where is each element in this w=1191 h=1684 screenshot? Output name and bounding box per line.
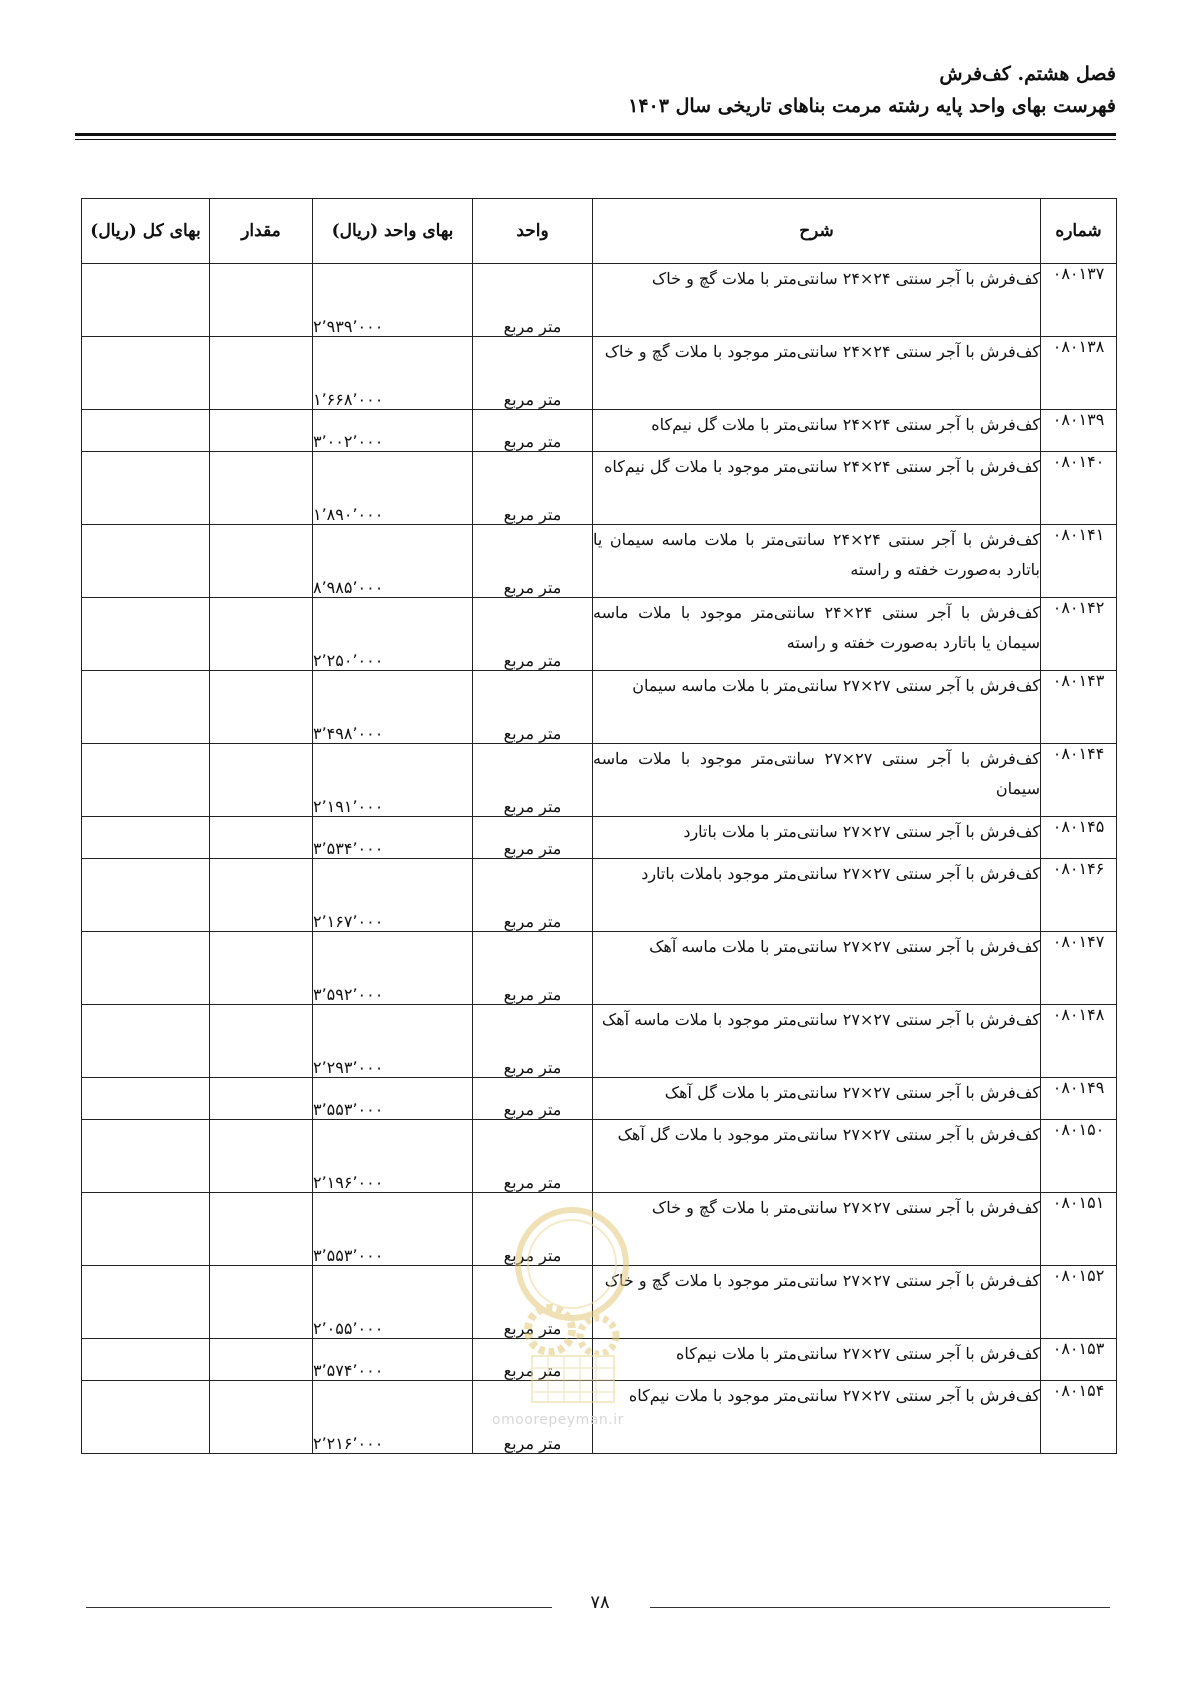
item-unit: متر مربع — [473, 817, 593, 859]
column-header-code: شماره — [1041, 199, 1117, 264]
item-unit: متر مربع — [473, 1193, 593, 1266]
table-row — [82, 452, 1117, 525]
table-header-row — [82, 199, 1117, 264]
item-code: ۰۸۰۱۴۷ — [1041, 932, 1117, 1005]
table-row — [82, 859, 1117, 932]
item-unit-price: ۳٬۵۳۴٬۰۰۰ — [313, 817, 473, 859]
table-row — [82, 410, 1117, 452]
item-unit-price: ۲٬۰۵۵٬۰۰۰ — [313, 1266, 473, 1339]
column-header-quantity: مقدار — [210, 199, 313, 264]
item-description: کف‌فرش با آجر سنتی ۲۴×۲۴ سانتی‌متر موجود با ملات ماسه سیمان یا باتارد به‌صورت خفته و راسته — [593, 598, 1041, 671]
item-unit-price: ۲٬۱۹۱٬۰۰۰ — [313, 744, 473, 817]
item-total-price — [82, 452, 210, 525]
item-total-price — [82, 264, 210, 337]
item-description: کف‌فرش با آجر سنتی ۲۷×۲۷ سانتی‌متر موجود باملات باتارد — [593, 859, 1041, 932]
item-description: کف‌فرش با آجر سنتی ۲۴×۲۴ سانتی‌متر با ملات گل نیم‌کاه — [593, 410, 1041, 452]
item-unit-price: ۳٬۰۰۲٬۰۰۰ — [313, 410, 473, 452]
table-row — [82, 1005, 1117, 1078]
item-quantity — [210, 337, 313, 410]
watermark-url: omoorepeyman.ir — [492, 1412, 624, 1428]
item-code: ۰۸۰۱۴۹ — [1041, 1078, 1117, 1120]
item-description: کف‌فرش با آجر سنتی ۲۴×۲۴ سانتی‌متر موجود با ملات گل نیم‌کاه — [593, 452, 1041, 525]
item-code: ۰۸۰۱۴۲ — [1041, 598, 1117, 671]
item-quantity — [210, 859, 313, 932]
item-unit-price: ۳٬۵۹۲٬۰۰۰ — [313, 932, 473, 1005]
item-quantity — [210, 598, 313, 671]
item-unit-price: ۱٬۸۹۰٬۰۰۰ — [313, 452, 473, 525]
item-description: کف‌فرش با آجر سنتی ۲۷×۲۷ سانتی‌متر موجود با ملات گل آهک — [593, 1120, 1041, 1193]
item-total-price — [82, 1005, 210, 1078]
item-unit: متر مربع — [473, 1339, 593, 1381]
item-total-price — [82, 1120, 210, 1193]
table-row — [82, 1339, 1117, 1381]
item-code: ۰۸۰۱۵۳ — [1041, 1339, 1117, 1381]
page-number: ۷۸ — [590, 1592, 610, 1613]
document-subtitle: فهرست بهای واحد پایه رشته مرمت بناهای تاریخی سال ۱۴۰۳ — [628, 95, 1116, 117]
item-code: ۰۸۰۱۴۵ — [1041, 817, 1117, 859]
item-total-price — [82, 1381, 210, 1454]
item-quantity — [210, 1266, 313, 1339]
item-unit-price: ۲٬۹۳۹٬۰۰۰ — [313, 264, 473, 337]
item-code: ۰۸۰۱۴۸ — [1041, 1005, 1117, 1078]
item-unit: متر مربع — [473, 264, 593, 337]
item-description: کف‌فرش با آجر سنتی ۲۷×۲۷ سانتی‌متر با ملات ماسه سیمان — [593, 671, 1041, 744]
price-table — [81, 198, 1117, 1454]
item-unit-price: ۲٬۱۹۶٬۰۰۰ — [313, 1120, 473, 1193]
item-quantity — [210, 1381, 313, 1454]
item-code: ۰۸۰۱۴۶ — [1041, 859, 1117, 932]
item-unit: متر مربع — [473, 1120, 593, 1193]
item-quantity — [210, 817, 313, 859]
item-description: کف‌فرش با آجر سنتی ۲۴×۲۴ سانتی‌متر با ملات گچ و خاک — [593, 264, 1041, 337]
item-code: ۰۸۰۱۴۴ — [1041, 744, 1117, 817]
table-row — [82, 932, 1117, 1005]
item-unit: متر مربع — [473, 744, 593, 817]
item-unit: متر مربع — [473, 1266, 593, 1339]
item-code: ۰۸۰۱۵۱ — [1041, 1193, 1117, 1266]
item-code: ۰۸۰۱۴۳ — [1041, 671, 1117, 744]
item-quantity — [210, 525, 313, 598]
item-unit: متر مربع — [473, 1381, 593, 1454]
footer-rule-left — [86, 1607, 552, 1608]
table-row — [82, 817, 1117, 859]
table-row — [82, 264, 1117, 337]
table-row — [82, 1193, 1117, 1266]
item-total-price — [82, 859, 210, 932]
header-rule-thick — [75, 133, 1116, 136]
item-quantity — [210, 1120, 313, 1193]
item-quantity — [210, 1005, 313, 1078]
column-header-total-price: بهای کل (ریال) — [82, 199, 210, 264]
footer-rule-right — [650, 1607, 1110, 1608]
item-total-price — [82, 1266, 210, 1339]
item-unit: متر مربع — [473, 525, 593, 598]
table-row — [82, 671, 1117, 744]
item-code: ۰۸۰۱۵۲ — [1041, 1266, 1117, 1339]
item-quantity — [210, 410, 313, 452]
table-row — [82, 1078, 1117, 1120]
item-description: کف‌فرش با آجر سنتی ۲۷×۲۷ سانتی‌متر با ملات گل آهک — [593, 1078, 1041, 1120]
item-quantity — [210, 264, 313, 337]
item-description: کف‌فرش با آجر سنتی ۲۷×۲۷ سانتی‌متر با ملات باتارد — [593, 817, 1041, 859]
item-description: کف‌فرش با آجر سنتی ۲۷×۲۷ سانتی‌متر با ملات گچ و خاک — [593, 1193, 1041, 1266]
item-unit: متر مربع — [473, 452, 593, 525]
item-quantity — [210, 1078, 313, 1120]
item-description: کف‌فرش با آجر سنتی ۲۴×۲۴ سانتی‌متر با ملات ماسه سیمان یا باتارد به‌صورت خفته و راسته — [593, 525, 1041, 598]
item-quantity — [210, 744, 313, 817]
item-unit: متر مربع — [473, 1078, 593, 1120]
item-quantity — [210, 1193, 313, 1266]
item-unit-price: ۳٬۵۵۳٬۰۰۰ — [313, 1078, 473, 1120]
item-total-price — [82, 932, 210, 1005]
item-unit: متر مربع — [473, 859, 593, 932]
item-code: ۰۸۰۱۴۱ — [1041, 525, 1117, 598]
item-unit: متر مربع — [473, 1005, 593, 1078]
item-description: کف‌فرش با آجر سنتی ۲۴×۲۴ سانتی‌متر موجود با ملات گچ و خاک — [593, 337, 1041, 410]
table-row — [82, 525, 1117, 598]
item-code: ۰۸۰۱۵۴ — [1041, 1381, 1117, 1454]
item-code: ۰۸۰۱۳۷ — [1041, 264, 1117, 337]
column-header-description: شرح — [593, 199, 1041, 264]
item-code: ۰۸۰۱۴۰ — [1041, 452, 1117, 525]
item-total-price — [82, 1193, 210, 1266]
column-header-unit-price: بهای واحد (ریال) — [313, 199, 473, 264]
item-description: کف‌فرش با آجر سنتی ۲۷×۲۷ سانتی‌متر با ملات ماسه آهک — [593, 932, 1041, 1005]
table-row — [82, 1266, 1117, 1339]
item-code: ۰۸۰۱۳۹ — [1041, 410, 1117, 452]
item-total-price — [82, 1339, 210, 1381]
item-quantity — [210, 932, 313, 1005]
item-code: ۰۸۰۱۵۰ — [1041, 1120, 1117, 1193]
column-header-unit: واحد — [473, 199, 593, 264]
table-row — [82, 337, 1117, 410]
item-unit: متر مربع — [473, 932, 593, 1005]
item-total-price — [82, 817, 210, 859]
item-unit-price: ۲٬۲۱۶٬۰۰۰ — [313, 1381, 473, 1454]
item-description: کف‌فرش با آجر سنتی ۲۷×۲۷ سانتی‌متر با ملات نیم‌کاه — [593, 1339, 1041, 1381]
item-total-price — [82, 671, 210, 744]
item-code: ۰۸۰۱۳۸ — [1041, 337, 1117, 410]
item-total-price — [82, 410, 210, 452]
table-row — [82, 744, 1117, 817]
item-total-price — [82, 337, 210, 410]
item-unit-price: ۲٬۲۹۳٬۰۰۰ — [313, 1005, 473, 1078]
item-unit-price: ۲٬۲۵۰٬۰۰۰ — [313, 598, 473, 671]
table-row — [82, 1120, 1117, 1193]
item-unit-price: ۱٬۶۶۸٬۰۰۰ — [313, 337, 473, 410]
header-rule-thin — [75, 139, 1116, 140]
item-unit-price: ۳٬۵۵۳٬۰۰۰ — [313, 1193, 473, 1266]
item-total-price — [82, 1078, 210, 1120]
item-total-price — [82, 744, 210, 817]
item-total-price — [82, 598, 210, 671]
item-unit: متر مربع — [473, 671, 593, 744]
page-header — [628, 58, 1116, 122]
item-quantity — [210, 452, 313, 525]
item-description: کف‌فرش با آجر سنتی ۲۷×۲۷ سانتی‌متر موجود با ملات ماسه سیمان — [593, 744, 1041, 817]
item-unit-price: ۸٬۹۸۵٬۰۰۰ — [313, 525, 473, 598]
item-total-price — [82, 525, 210, 598]
chapter-title: فصل هشتم. کف‌فرش — [939, 63, 1116, 85]
item-unit-price: ۲٬۱۶۷٬۰۰۰ — [313, 859, 473, 932]
item-quantity — [210, 1339, 313, 1381]
item-quantity — [210, 671, 313, 744]
item-unit: متر مربع — [473, 337, 593, 410]
item-unit-price: ۳٬۵۷۴٬۰۰۰ — [313, 1339, 473, 1381]
item-description: کف‌فرش با آجر سنتی ۲۷×۲۷ سانتی‌متر موجود با ملات گچ و خاک — [593, 1266, 1041, 1339]
item-unit-price: ۳٬۴۹۸٬۰۰۰ — [313, 671, 473, 744]
table-row — [82, 598, 1117, 671]
item-unit: متر مربع — [473, 410, 593, 452]
item-unit: متر مربع — [473, 598, 593, 671]
item-description: کف‌فرش با آجر سنتی ۲۷×۲۷ سانتی‌متر موجود با ملات ماسه آهک — [593, 1005, 1041, 1078]
item-description: کف‌فرش با آجر سنتی ۲۷×۲۷ سانتی‌متر موجود با ملات نیم‌کاه — [593, 1381, 1041, 1454]
